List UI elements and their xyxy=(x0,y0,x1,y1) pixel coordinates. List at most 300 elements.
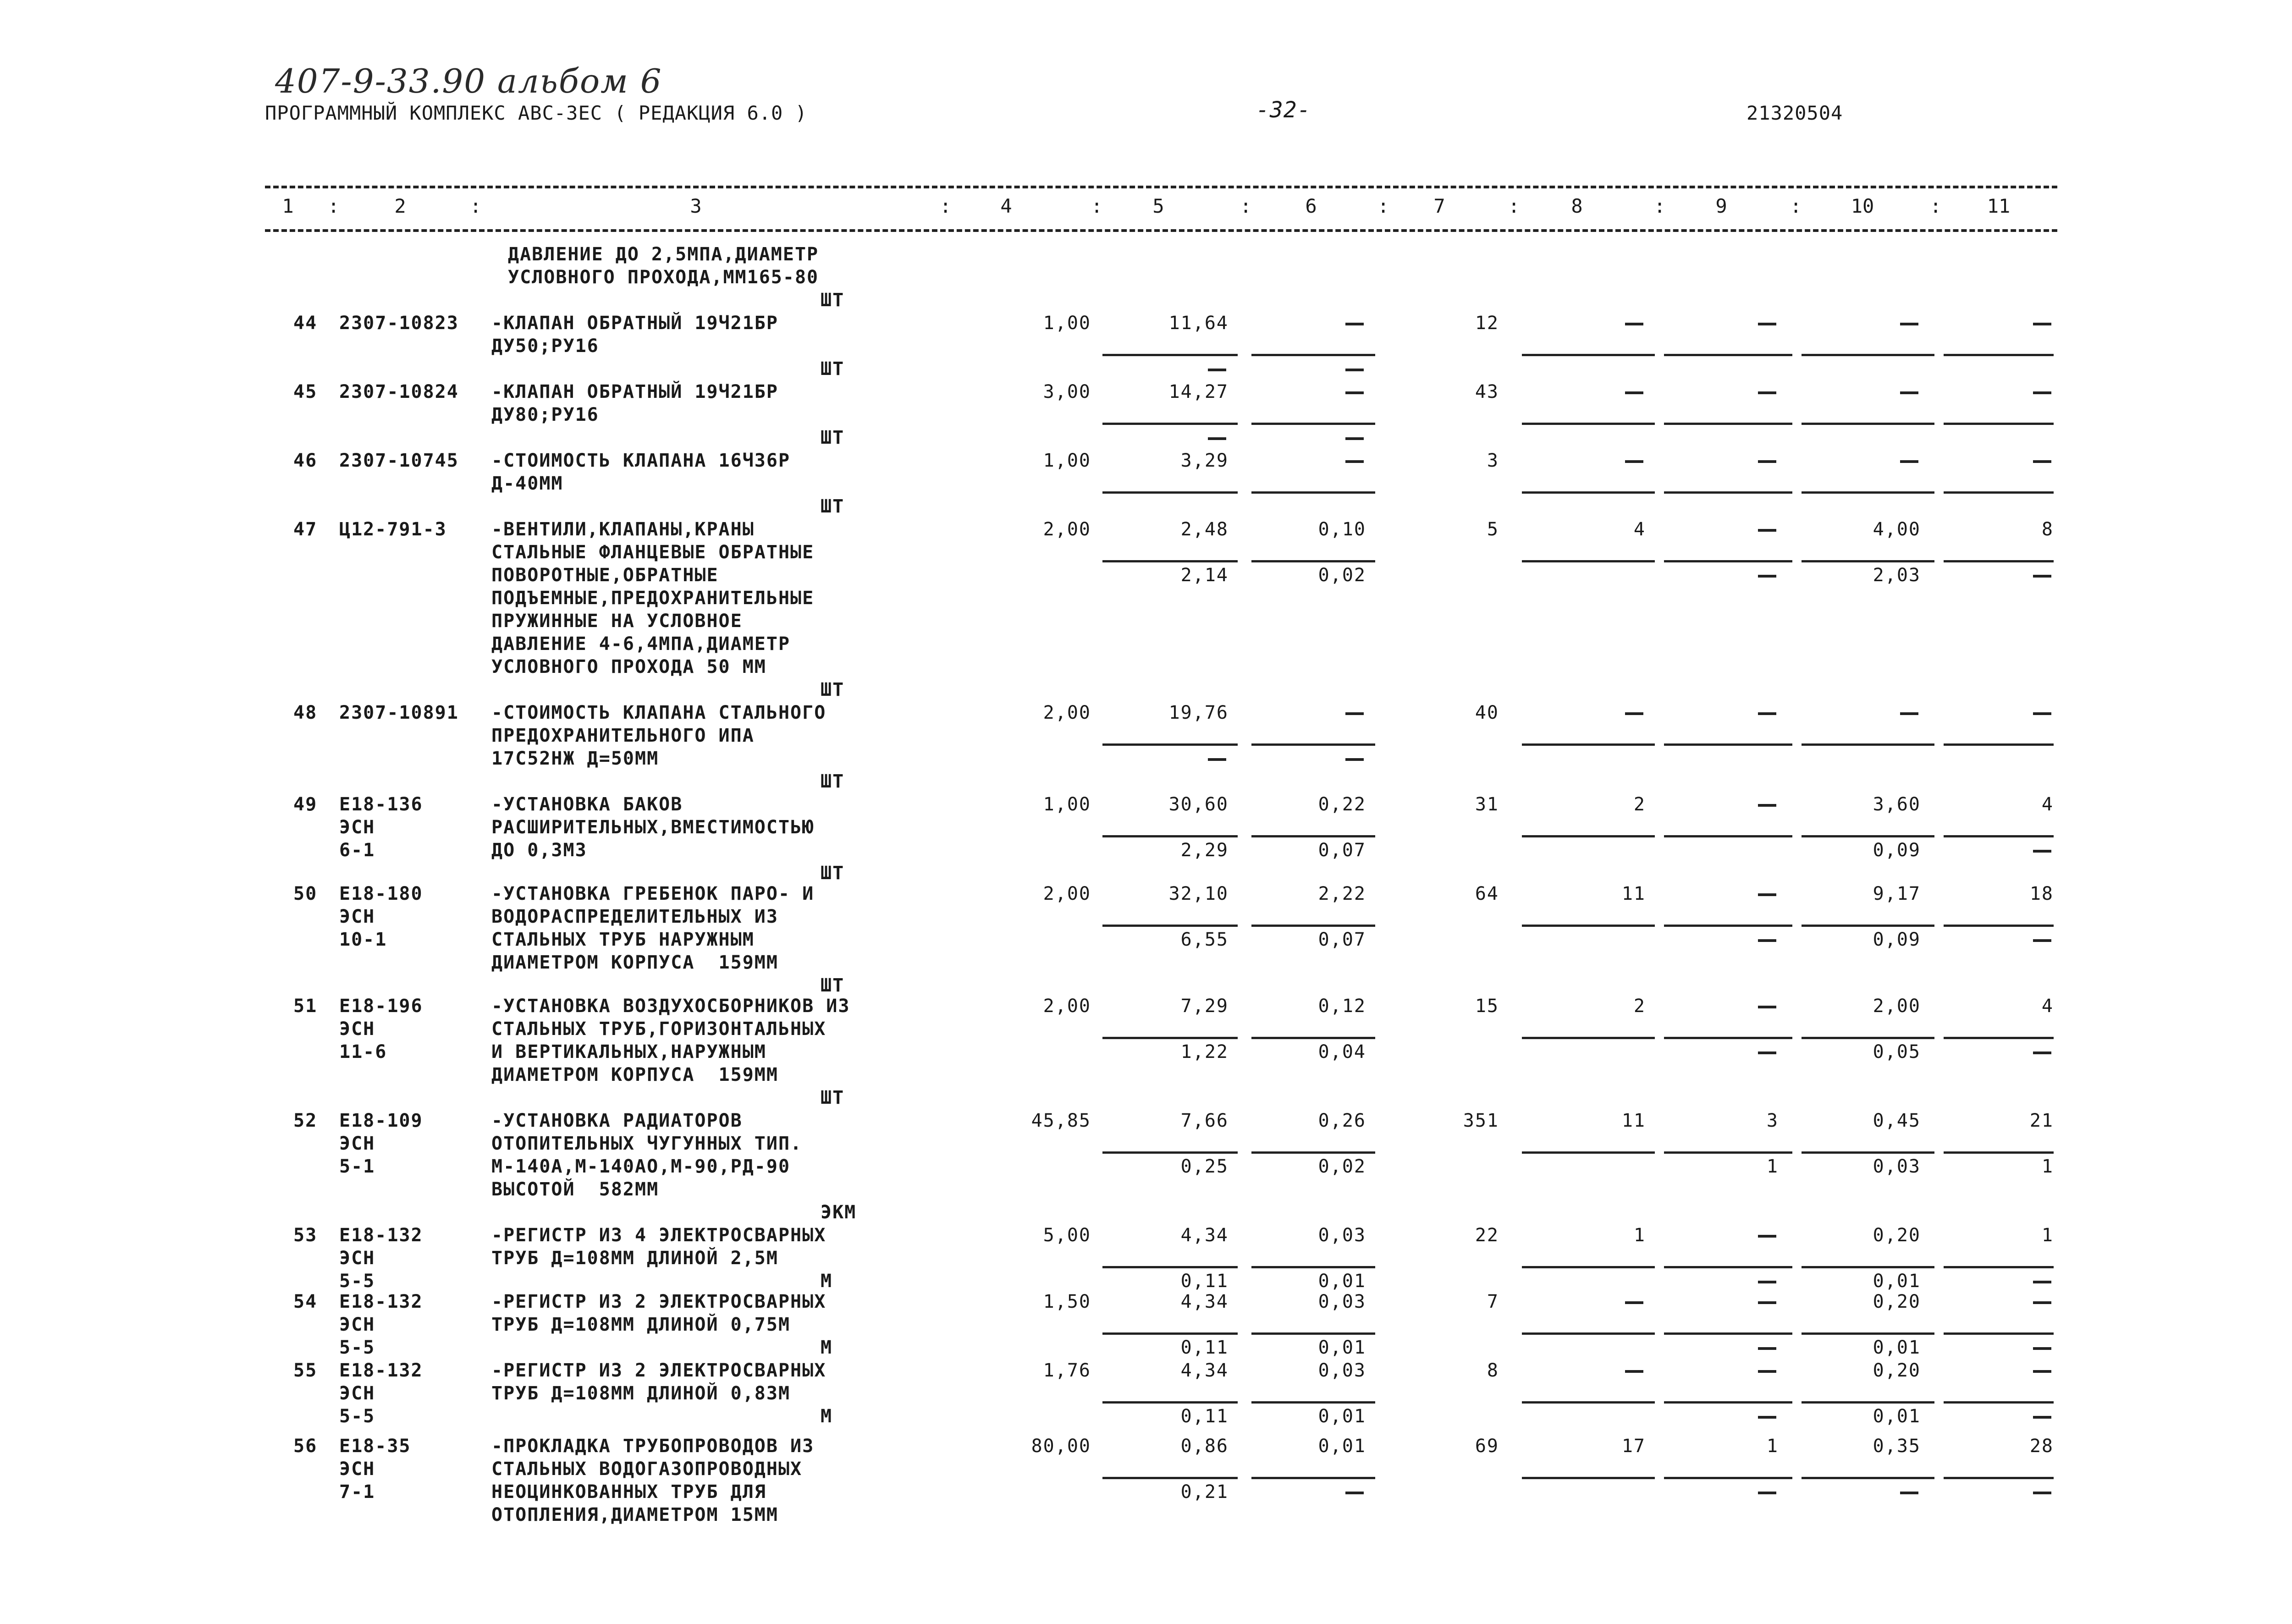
column-separator: : xyxy=(1790,195,1802,217)
cell-c11: 4 xyxy=(2041,996,2054,1017)
column-header-4: 4 xyxy=(1000,195,1012,217)
cell-underline xyxy=(1802,354,1934,356)
column-header-1: 1 xyxy=(282,195,294,217)
cell-c10b: 0,01 xyxy=(1873,1271,1921,1292)
row-number: 54 xyxy=(293,1291,318,1312)
cell-c10-dash xyxy=(1900,391,1918,394)
cell-c7: 7 xyxy=(1487,1291,1499,1312)
row-description: ПОВОРОТНЫЕ,ОБРАТНЫЕ xyxy=(491,565,719,586)
column-separator: : xyxy=(328,195,340,217)
cell-c8: 11 xyxy=(1621,1110,1646,1131)
cell-c9: 3 xyxy=(1766,1110,1779,1131)
cell-c9-dash xyxy=(1758,460,1776,463)
cell-c4: 80,00 xyxy=(1031,1436,1091,1457)
cell-c6: 0,26 xyxy=(1318,1110,1366,1131)
cell-c4: 1,50 xyxy=(1043,1291,1091,1312)
cell-c8: 2 xyxy=(1633,996,1646,1017)
handwritten-album-note: 407-9-33.90 альбом 6 xyxy=(275,62,662,100)
cell-c6b: 0,01 xyxy=(1318,1271,1366,1292)
row-description: УСЛОВНОГО ПРОХОДА 50 ММ xyxy=(491,656,766,677)
cell-c9-dash xyxy=(1758,1235,1776,1238)
cell-underline xyxy=(1944,354,2054,356)
cell-underline xyxy=(1102,835,1238,837)
row-description: -СТОИМОСТЬ КЛАПАНА СТАЛЬНОГО xyxy=(491,702,826,723)
continuation-unit: ШТ xyxy=(821,290,845,311)
cell-c11: 28 xyxy=(2029,1436,2054,1457)
cell-c11: 8 xyxy=(2041,519,2054,540)
cell-c11b-dash xyxy=(2033,1416,2051,1419)
cell-c4: 1,00 xyxy=(1043,313,1091,334)
cell-underline xyxy=(1522,560,1655,562)
cell-c9-dash xyxy=(1758,712,1776,715)
cell-c10b: 0,09 xyxy=(1873,929,1921,950)
cell-underline xyxy=(1664,354,1792,356)
row-unit: М xyxy=(821,1271,833,1292)
cell-c7: 5 xyxy=(1487,519,1499,540)
cell-c6-dash xyxy=(1345,460,1364,463)
row-description: СТАЛЬНЫХ ВОДОГАЗОПРОВОДНЫХ xyxy=(491,1459,803,1480)
cell-c5: 4,34 xyxy=(1180,1360,1229,1381)
column-header-10: 10 xyxy=(1851,195,1874,217)
cell-underline xyxy=(1102,1037,1238,1039)
cell-underline xyxy=(1251,1037,1375,1039)
row-description: СТАЛЬНЫХ ТРУБ,ГОРИЗОНТАЛЬНЫХ xyxy=(491,1018,826,1040)
row-code: 2307-10823 xyxy=(339,313,459,334)
row-number: 55 xyxy=(293,1360,318,1381)
cell-c5: 32,10 xyxy=(1168,883,1229,904)
cell-underline xyxy=(1102,1151,1238,1154)
cell-c10b: 0,09 xyxy=(1873,840,1921,861)
column-separator: : xyxy=(1091,195,1103,217)
row-description: ДУ80;РУ16 xyxy=(491,404,599,425)
cell-c6: 0,03 xyxy=(1318,1360,1366,1381)
cell-c6: 0,22 xyxy=(1318,794,1366,815)
continuation-line-1: ДАВЛЕНИЕ ДО 2,5МПА,ДИАМЕТР xyxy=(508,244,819,265)
cell-c9-dash xyxy=(1758,1006,1776,1008)
row-code: Е18-109 xyxy=(339,1110,423,1131)
cell-c7: 351 xyxy=(1463,1110,1499,1131)
cell-underline xyxy=(1944,1266,2054,1268)
cell-c4: 1,76 xyxy=(1043,1360,1091,1381)
row-description: РАСШИРИТЕЛЬНЫХ,ВМЕСТИМОСТЬЮ xyxy=(491,817,815,838)
row-code: 2307-10891 xyxy=(339,702,459,723)
cell-c11-dash xyxy=(2033,323,2051,325)
row-description: -ВЕНТИЛИ,КЛАПАНЫ,КРАНЫ xyxy=(491,519,755,540)
row-description: Д-40ММ xyxy=(491,473,563,494)
row-description: ДО 0,3М3 xyxy=(491,840,587,861)
column-separator: : xyxy=(940,195,952,217)
cell-c6: 0,12 xyxy=(1318,996,1366,1017)
row-unit: ШТ xyxy=(821,1087,845,1108)
cell-c6-dash xyxy=(1345,391,1364,394)
cell-underline xyxy=(1944,743,2054,746)
row-unit: ШТ xyxy=(821,358,845,380)
cell-underline xyxy=(1522,743,1655,746)
cell-underline xyxy=(1802,1401,1934,1404)
cell-c11b-dash xyxy=(2033,1347,2051,1350)
cell-c5b: 0,11 xyxy=(1180,1337,1229,1358)
cell-underline xyxy=(1802,743,1934,746)
row-code: Е18-132 xyxy=(339,1291,423,1312)
row-number: 53 xyxy=(293,1225,318,1246)
row-code: 6-1 xyxy=(339,840,375,861)
row-description: СТАЛЬНЫХ ТРУБ НАРУЖНЫМ xyxy=(491,929,755,950)
cell-c7: 3 xyxy=(1487,450,1499,471)
cell-c9b-dash xyxy=(1758,575,1776,578)
column-header-3: 3 xyxy=(690,195,702,217)
cell-c11b-dash xyxy=(2033,575,2051,578)
row-number: 51 xyxy=(293,996,318,1017)
cell-c9b-dash xyxy=(1758,1281,1776,1283)
row-code: ЭСН xyxy=(339,1018,375,1040)
row-code: 5-1 xyxy=(339,1156,375,1177)
cell-underline xyxy=(1251,1266,1375,1268)
cell-c10: 0,20 xyxy=(1873,1225,1921,1246)
page-number: -32- xyxy=(1256,97,1311,123)
cell-c5b: 0,11 xyxy=(1180,1271,1229,1292)
cell-c4: 45,85 xyxy=(1031,1110,1091,1131)
cell-underline xyxy=(1522,354,1655,356)
cell-underline xyxy=(1944,491,2054,494)
cell-underline xyxy=(1944,1151,2054,1154)
cell-c5b: 2,29 xyxy=(1180,840,1229,861)
cell-underline xyxy=(1664,1401,1792,1404)
cell-underline xyxy=(1664,835,1792,837)
cell-c5: 30,60 xyxy=(1168,794,1229,815)
cell-underline xyxy=(1251,560,1375,562)
cell-c6: 0,01 xyxy=(1318,1436,1366,1457)
cell-underline xyxy=(1522,423,1655,425)
cell-c10: 0,45 xyxy=(1873,1110,1921,1131)
cell-underline xyxy=(1802,925,1934,927)
row-description: -РЕГИСТР ИЗ 2 ЭЛЕКТРОСВАРНЫХ xyxy=(491,1291,826,1312)
row-code: 7-1 xyxy=(339,1481,375,1503)
row-description: -УСТАНОВКА РАДИАТОРОВ xyxy=(491,1110,743,1131)
cell-c8: 4 xyxy=(1633,519,1646,540)
row-code: 10-1 xyxy=(339,929,387,950)
cell-c10-dash xyxy=(1900,460,1918,463)
cell-c7: 22 xyxy=(1475,1225,1499,1246)
cell-c5b: 2,14 xyxy=(1180,565,1229,586)
continuation-line-2: УСЛОВНОГО ПРОХОДА,ММ165-80 xyxy=(508,267,819,288)
row-code: ЭСН xyxy=(339,1314,375,1335)
column-header-11: 11 xyxy=(1987,195,2011,217)
column-separator: : xyxy=(1377,195,1389,217)
row-code: ЭСН xyxy=(339,1248,375,1269)
table-header-rule xyxy=(265,229,2057,232)
cell-underline xyxy=(1102,1266,1238,1268)
cell-underline xyxy=(1664,423,1792,425)
row-number: 44 xyxy=(293,313,318,334)
cell-c4: 2,00 xyxy=(1043,996,1091,1017)
row-code: Е18-132 xyxy=(339,1225,423,1246)
cell-c5b: 0,11 xyxy=(1180,1406,1229,1427)
cell-c10: 3,60 xyxy=(1873,794,1921,815)
cell-underline xyxy=(1522,925,1655,927)
cell-c9-dash xyxy=(1758,1370,1776,1373)
cell-c7: 64 xyxy=(1475,883,1499,904)
cell-underline xyxy=(1802,835,1934,837)
cell-underline xyxy=(1802,1332,1934,1335)
cell-c5b-dash xyxy=(1208,758,1226,761)
cell-underline xyxy=(1102,491,1238,494)
row-description: -ПРОКЛАДКА ТРУБОПРОВОДОВ ИЗ xyxy=(491,1436,815,1457)
column-separator: : xyxy=(1654,195,1666,217)
cell-c8: 1 xyxy=(1633,1225,1646,1246)
cell-underline xyxy=(1802,560,1934,562)
cell-underline xyxy=(1251,1401,1375,1404)
cell-c9-dash xyxy=(1758,1301,1776,1304)
cell-underline xyxy=(1251,423,1375,425)
cell-c9b-dash xyxy=(1758,1416,1776,1419)
row-description: ВЫСОТОЙ 582ММ xyxy=(491,1179,659,1200)
row-description: ДАВЛЕНИЕ 4-6,4МПА,ДИАМЕТР xyxy=(491,633,791,655)
cell-c7: 40 xyxy=(1475,702,1499,723)
cell-c7: 8 xyxy=(1487,1360,1499,1381)
cell-c9: 1 xyxy=(1766,1436,1779,1457)
row-description: ПРУЖИННЫЕ НА УСЛОВНОЕ xyxy=(491,611,743,632)
cell-underline xyxy=(1664,1332,1792,1335)
cell-c5: 7,66 xyxy=(1180,1110,1229,1131)
cell-underline xyxy=(1522,1477,1655,1479)
cell-c11-dash xyxy=(2033,1301,2051,1304)
cell-c8-dash xyxy=(1625,1370,1643,1373)
cell-c9b-dash xyxy=(1758,1492,1776,1494)
row-unit: ШТ xyxy=(821,975,845,996)
cell-c6: 0,03 xyxy=(1318,1291,1366,1312)
cell-c9-dash xyxy=(1758,323,1776,325)
cell-c9b-dash xyxy=(1758,939,1776,942)
cell-c11-dash xyxy=(2033,460,2051,463)
cell-c9b-dash xyxy=(1758,1051,1776,1054)
row-description: -УСТАНОВКА ГРЕБЕНОК ПАРО- И xyxy=(491,883,815,904)
cell-c10: 2,00 xyxy=(1873,996,1921,1017)
column-separator: : xyxy=(470,195,482,217)
cell-underline xyxy=(1664,743,1792,746)
cell-c6b: 0,02 xyxy=(1318,1156,1366,1177)
column-header-6: 6 xyxy=(1305,195,1317,217)
cell-c5b: 0,21 xyxy=(1180,1481,1229,1503)
cell-c6b: 0,04 xyxy=(1318,1041,1366,1062)
row-code: 2307-10824 xyxy=(339,381,459,402)
cell-underline xyxy=(1102,423,1238,425)
cell-underline xyxy=(1251,743,1375,746)
row-unit: ШТ xyxy=(821,496,845,517)
cell-underline xyxy=(1102,1477,1238,1479)
row-description: -РЕГИСТР ИЗ 2 ЭЛЕКТРОСВАРНЫХ xyxy=(491,1360,826,1381)
row-code: ЭСН xyxy=(339,1383,375,1404)
cell-c5b: 0,25 xyxy=(1180,1156,1229,1177)
cell-c6b-dash xyxy=(1345,1492,1364,1494)
cell-c7: 15 xyxy=(1475,996,1499,1017)
cell-underline xyxy=(1251,835,1375,837)
cell-c7: 31 xyxy=(1475,794,1499,815)
cell-c9-dash xyxy=(1758,804,1776,807)
cell-c11-dash xyxy=(2033,712,2051,715)
row-description: -КЛАПАН ОБРАТНЫЙ 19Ч21БР xyxy=(491,381,778,402)
cell-c6: 0,03 xyxy=(1318,1225,1366,1246)
row-code: ЭСН xyxy=(339,906,375,927)
cell-c11b-dash xyxy=(2033,939,2051,942)
cell-c5: 0,86 xyxy=(1180,1436,1229,1457)
row-description: ТРУБ Д=108ММ ДЛИНОЙ 0,75М xyxy=(491,1314,791,1335)
cell-c11b-dash xyxy=(2033,1281,2051,1283)
cell-c5: 14,27 xyxy=(1168,381,1229,402)
row-description: 17С52НЖ Д=50ММ xyxy=(491,748,659,769)
cell-c5: 19,76 xyxy=(1168,702,1229,723)
row-description: ДУ50;РУ16 xyxy=(491,336,599,357)
cell-c6b: 0,01 xyxy=(1318,1406,1366,1427)
column-header-8: 8 xyxy=(1571,195,1583,217)
cell-underline xyxy=(1102,354,1238,356)
cell-underline xyxy=(1944,423,2054,425)
cell-underline xyxy=(1522,1332,1655,1335)
cell-underline xyxy=(1102,1332,1238,1335)
row-code: ЭСН xyxy=(339,1459,375,1480)
row-description: ТРУБ Д=108ММ ДЛИНОЙ 2,5М xyxy=(491,1248,778,1269)
cell-underline xyxy=(1664,925,1792,927)
cell-underline xyxy=(1664,491,1792,494)
cell-underline xyxy=(1664,560,1792,562)
cell-c10b: 0,05 xyxy=(1873,1041,1921,1062)
row-description: -УСТАНОВКА ВОЗДУХОСБОРНИКОВ ИЗ xyxy=(491,996,850,1017)
cell-underline xyxy=(1102,925,1238,927)
row-number: 48 xyxy=(293,702,318,723)
row-code: Е18-180 xyxy=(339,883,423,904)
row-number: 56 xyxy=(293,1436,318,1457)
cell-c10: 0,20 xyxy=(1873,1360,1921,1381)
cell-c5b: 6,55 xyxy=(1180,929,1229,950)
row-description: ПРЕДОХРАНИТЕЛЬНОГО ИПА xyxy=(491,725,755,746)
cell-underline xyxy=(1522,1151,1655,1154)
cell-c5b: 1,22 xyxy=(1180,1041,1229,1062)
cell-c7: 69 xyxy=(1475,1436,1499,1457)
cell-c9-dash xyxy=(1758,893,1776,896)
column-separator: : xyxy=(1240,195,1252,217)
cell-c9b-dash xyxy=(1758,1347,1776,1350)
row-code: Е18-132 xyxy=(339,1360,423,1381)
row-code: ЭСН xyxy=(339,1133,375,1154)
cell-underline xyxy=(1802,1151,1934,1154)
row-description: ПОДЪЕМНЫЕ,ПРЕДОХРАНИТЕЛЬНЫЕ xyxy=(491,588,815,609)
document-code: 21320504 xyxy=(1747,102,1843,124)
cell-underline xyxy=(1944,925,2054,927)
table-top-rule xyxy=(265,186,2057,188)
cell-underline xyxy=(1664,1477,1792,1479)
cell-c6b-dash xyxy=(1345,437,1364,440)
row-description: ОТОПИТЕЛЬНЫХ ЧУГУННЫХ ТИП. xyxy=(491,1133,803,1154)
cell-underline xyxy=(1664,1037,1792,1039)
cell-c5: 7,29 xyxy=(1180,996,1229,1017)
cell-c10: 9,17 xyxy=(1873,883,1921,904)
cell-underline xyxy=(1802,491,1934,494)
cell-c7: 43 xyxy=(1475,381,1499,402)
cell-c11: 1 xyxy=(2041,1225,2054,1246)
row-unit: М xyxy=(821,1337,833,1358)
cell-c11b: 1 xyxy=(2041,1156,2054,1177)
cell-underline xyxy=(1802,423,1934,425)
cell-underline xyxy=(1944,835,2054,837)
cell-underline xyxy=(1522,1037,1655,1039)
cell-c10: 4,00 xyxy=(1873,519,1921,540)
row-number: 47 xyxy=(293,519,318,540)
cell-underline xyxy=(1522,491,1655,494)
cell-c11-dash xyxy=(2033,1370,2051,1373)
cell-c6b-dash xyxy=(1345,758,1364,761)
cell-c6-dash xyxy=(1345,323,1364,325)
row-code: 5-5 xyxy=(339,1337,375,1358)
row-unit: ЭКМ xyxy=(821,1202,857,1223)
cell-underline xyxy=(1522,1401,1655,1404)
row-code: ЭСН xyxy=(339,817,375,838)
row-description: ДИАМЕТРОМ КОРПУСА 159ММ xyxy=(491,952,778,973)
cell-underline xyxy=(1251,1477,1375,1479)
column-separator: : xyxy=(1508,195,1520,217)
cell-underline xyxy=(1102,560,1238,562)
cell-underline xyxy=(1251,354,1375,356)
row-description: ТРУБ Д=108ММ ДЛИНОЙ 0,83М xyxy=(491,1383,791,1404)
row-code: Е18-136 xyxy=(339,794,423,815)
cell-c4: 5,00 xyxy=(1043,1225,1091,1246)
row-number: 46 xyxy=(293,450,318,471)
cell-c8-dash xyxy=(1625,323,1643,325)
row-description: И ВЕРТИКАЛЬНЫХ,НАРУЖНЫМ xyxy=(491,1041,766,1062)
row-number: 49 xyxy=(293,794,318,815)
row-unit: ШТ xyxy=(821,427,845,448)
row-description: М-140А,М-140АО,М-90,РД-90 xyxy=(491,1156,791,1177)
cell-c4: 2,00 xyxy=(1043,883,1091,904)
row-description: -СТОИМОСТЬ КЛАПАНА 16Ч36Р xyxy=(491,450,791,471)
cell-underline xyxy=(1251,925,1375,927)
cell-underline xyxy=(1102,743,1238,746)
cell-c10b: 0,03 xyxy=(1873,1156,1921,1177)
cell-underline xyxy=(1944,1401,2054,1404)
cell-c4: 1,00 xyxy=(1043,450,1091,471)
cell-c10b: 2,03 xyxy=(1873,565,1921,586)
cell-c8-dash xyxy=(1625,460,1643,463)
cell-c8: 17 xyxy=(1621,1436,1646,1457)
row-description: -РЕГИСТР ИЗ 4 ЭЛЕКТРОСВАРНЫХ xyxy=(491,1225,826,1246)
cell-underline xyxy=(1944,1477,2054,1479)
row-description: ВОДОРАСПРЕДЕЛИТЕЛЬНЫХ ИЗ xyxy=(491,906,778,927)
cell-c11: 18 xyxy=(2029,883,2054,904)
cell-underline xyxy=(1251,491,1375,494)
cell-underline xyxy=(1664,1266,1792,1268)
cell-c6: 2,22 xyxy=(1318,883,1366,904)
row-description: -УСТАНОВКА БАКОВ xyxy=(491,794,683,815)
cell-c5: 4,34 xyxy=(1180,1291,1229,1312)
cell-c10-dash xyxy=(1900,712,1918,715)
cell-c11b-dash xyxy=(2033,850,2051,853)
cell-c6b: 0,02 xyxy=(1318,565,1366,586)
cell-c10: 0,20 xyxy=(1873,1291,1921,1312)
row-unit: ШТ xyxy=(821,863,845,884)
cell-c6b: 0,07 xyxy=(1318,929,1366,950)
cell-c4: 2,00 xyxy=(1043,702,1091,723)
column-header-5: 5 xyxy=(1152,195,1164,217)
cell-underline xyxy=(1944,1332,2054,1335)
cell-c6: 0,10 xyxy=(1318,519,1366,540)
cell-c10: 0,35 xyxy=(1873,1436,1921,1457)
row-unit: ШТ xyxy=(821,771,845,792)
cell-c7: 12 xyxy=(1475,313,1499,334)
cell-underline xyxy=(1802,1477,1934,1479)
cell-underline xyxy=(1664,1151,1792,1154)
cell-c4: 3,00 xyxy=(1043,381,1091,402)
row-code: Ц12-791-3 xyxy=(339,519,447,540)
cell-c6-dash xyxy=(1345,712,1364,715)
cell-c10b: 0,01 xyxy=(1873,1337,1921,1358)
